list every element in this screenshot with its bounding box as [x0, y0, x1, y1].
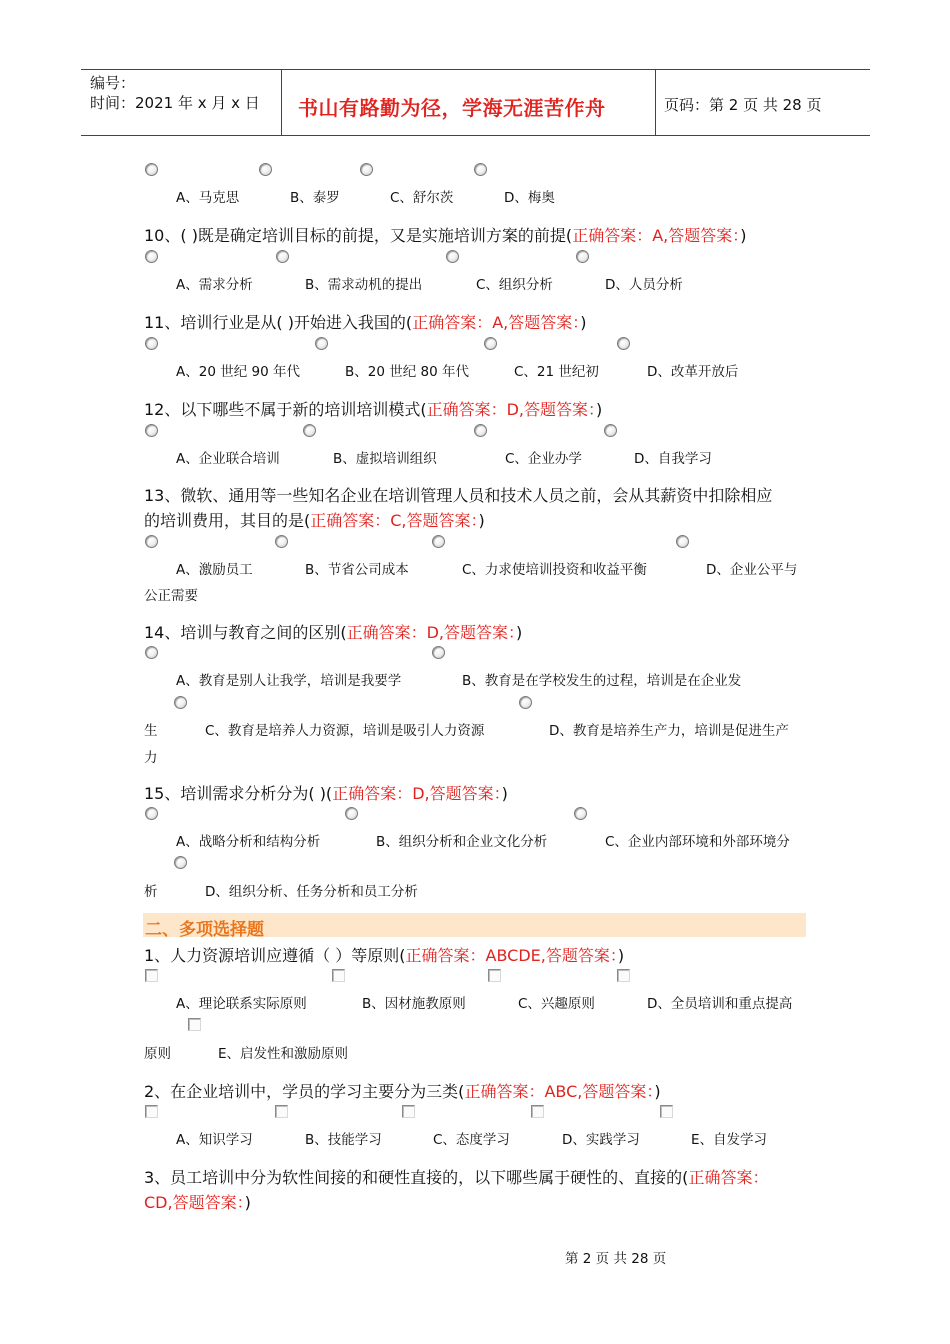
- q11-option-a: A、20 世纪 90 年代: [176, 364, 300, 380]
- q15-option-d: D、组织分析、任务分析和员工分析: [205, 884, 418, 900]
- q11-correct-answer: 正确答案：A,答题答案：: [412, 313, 581, 332]
- q13-option-a: A、激励员工: [176, 562, 253, 578]
- q10-option-a: A、需求分析: [176, 277, 253, 293]
- header-divider-1: [281, 69, 282, 135]
- m2-correct-answer: 正确答案：ABC,答题答案：: [464, 1082, 655, 1101]
- m3-correct-answer-label: 正确答案：: [688, 1168, 769, 1187]
- q13-option-d: D、企业公平与: [706, 562, 798, 578]
- q9-radio-b[interactable]: [259, 163, 272, 176]
- m1-option-a: A、理论联系实际原则: [176, 996, 307, 1012]
- q14-radio-c[interactable]: [174, 696, 187, 709]
- q9-option-b: B、泰罗: [290, 190, 340, 206]
- header-bottom-rule: [81, 135, 870, 136]
- q12-option-a: A、企业联合培训: [176, 451, 280, 467]
- m2-option-c: C、态度学习: [433, 1132, 510, 1148]
- q9-radio-c[interactable]: [360, 163, 373, 176]
- q11-option-c: C、21 世纪初: [514, 364, 599, 380]
- q12-option-b: B、虚拟培训组织: [333, 451, 437, 467]
- m1-option-c: C、兴趣原则: [518, 996, 595, 1012]
- section-title-multiple-choice: 二、多项选择题: [145, 920, 264, 940]
- q12-stem: 12、以下哪些不属于新的培训培训模式(正确答案：D,答题答案：): [144, 400, 603, 419]
- m2-option-e: E、自发学习: [691, 1132, 768, 1148]
- m2-checkbox-d[interactable]: [531, 1105, 544, 1118]
- m2-checkbox-a[interactable]: [145, 1105, 158, 1118]
- q10-radio-c[interactable]: [446, 250, 459, 263]
- m2-checkbox-b[interactable]: [275, 1105, 288, 1118]
- q9-option-c: C、舒尔茨: [390, 190, 454, 206]
- q12-radio-c[interactable]: [474, 424, 487, 437]
- q11-stem: 11、培训行业是从( )开始进入我国的(正确答案：A,答题答案：): [144, 313, 587, 332]
- q10-option-c: C、组织分析: [476, 277, 553, 293]
- q12-radio-d[interactable]: [604, 424, 617, 437]
- header-motto: 书山有路勤为径，学海无涯苦作舟: [298, 96, 606, 120]
- q14-radio-a[interactable]: [145, 646, 158, 659]
- q14-radio-b[interactable]: [432, 646, 445, 659]
- q15-radio-d[interactable]: [174, 856, 187, 869]
- page-footer: 第 2 页 共 28 页: [565, 1251, 667, 1267]
- q11-radio-a[interactable]: [145, 337, 158, 350]
- m1-checkbox-a[interactable]: [145, 969, 158, 982]
- m1-checkbox-d[interactable]: [617, 969, 630, 982]
- m3-stem-line2: CD,答题答案：): [144, 1193, 251, 1212]
- q12-radio-a[interactable]: [145, 424, 158, 437]
- q13-radio-a[interactable]: [145, 535, 158, 548]
- q14-option-c: C、教育是培养人力资源，培训是吸引人力资源: [205, 723, 485, 739]
- m1-stem: 1、人力资源培训应遵循（ ）等原则(正确答案：ABCDE,答题答案：): [144, 946, 625, 965]
- m2-option-b: B、技能学习: [305, 1132, 382, 1148]
- q15-option-a: A、战略分析和结构分析: [176, 834, 321, 850]
- q13-option-c: C、力求使培训投资和收益平衡: [462, 562, 647, 578]
- q13-radio-d[interactable]: [676, 535, 689, 548]
- q15-option-c: C、企业内部环境和外部环境分: [605, 834, 790, 850]
- m1-option-b: B、因材施教原则: [362, 996, 466, 1012]
- q12-option-c: C、企业办学: [505, 451, 582, 467]
- m2-checkbox-e[interactable]: [660, 1105, 673, 1118]
- q12-radio-b[interactable]: [303, 424, 316, 437]
- header-divider-2: [655, 69, 656, 135]
- q15-radio-c[interactable]: [574, 807, 587, 820]
- q14-correct-answer: 正确答案：D,答题答案：: [346, 623, 517, 642]
- m3-stem-line1: 3、员工培训中分为软性间接的和硬性直接的，以下哪些属于硬性的、直接的(正确答案：: [144, 1168, 769, 1187]
- m2-checkbox-c[interactable]: [402, 1105, 415, 1118]
- q13-correct-answer: 正确答案：C,答题答案：: [310, 511, 479, 530]
- q10-option-d: D、人员分析: [605, 277, 683, 293]
- q10-stem: 10、( )既是确定培训目标的前提，又是实施培训方案的前提(正确答案：A,答题答案：): [144, 226, 747, 245]
- q15-correct-answer: 正确答案：D,答题答案：: [332, 784, 502, 803]
- q11-option-d: D、改革开放后: [647, 364, 739, 380]
- q14-option-b: B、教育是在学校发生的过程，培训是在企业发: [462, 673, 742, 689]
- m1-correct-answer: 正确答案：ABCDE,答题答案：: [405, 946, 618, 965]
- q15-stem: 15、培训需求分析分为( )(正确答案：D,答题答案：): [144, 784, 508, 803]
- q14-option-d: D、教育是培养生产力，培训是促进生产: [549, 723, 789, 739]
- m1-option-d-wrap: 原则: [144, 1046, 171, 1062]
- q13-radio-b[interactable]: [275, 535, 288, 548]
- q11-radio-c[interactable]: [484, 337, 497, 350]
- q12-option-d: D、自我学习: [634, 451, 712, 467]
- m2-option-a: A、知识学习: [176, 1132, 253, 1148]
- q15-radio-b[interactable]: [345, 807, 358, 820]
- m1-option-d: D、全员培训和重点提高: [647, 996, 793, 1012]
- header-page-label: 页码：第 2 页 共 28 页: [664, 96, 822, 114]
- header-top-rule: [81, 69, 870, 70]
- q13-option-b: B、节省公司成本: [305, 562, 409, 578]
- m1-checkbox-e[interactable]: [188, 1018, 201, 1031]
- q13-stem-line1: 13、微软、通用等一些知名企业在培训管理人员和技术人员之前，会从其薪资中扣除相应: [144, 486, 773, 505]
- q9-radio-d[interactable]: [474, 163, 487, 176]
- q15-option-b: B、组织分析和企业文化分析: [376, 834, 548, 850]
- q10-option-b: B、需求动机的提出: [305, 277, 423, 293]
- q10-correct-answer: 正确答案：A,答题答案：: [572, 226, 741, 245]
- m1-option-e: E、启发性和激励原则: [218, 1046, 349, 1062]
- q11-option-b: B、20 世纪 80 年代: [345, 364, 469, 380]
- m2-stem: 2、在企业培训中，学员的学习主要分为三类(正确答案：ABC,答题答案：): [144, 1082, 661, 1101]
- doc-number-label: 编号：: [90, 74, 136, 92]
- q15-option-c-wrap: 析: [144, 884, 158, 900]
- q13-radio-c[interactable]: [432, 535, 445, 548]
- q12-correct-answer: 正确答案：D,答题答案：: [426, 400, 597, 419]
- m1-checkbox-b[interactable]: [332, 969, 345, 982]
- q14-option-a: A、教育是别人让我学，培训是我要学: [176, 673, 402, 689]
- q9-option-a: A、马克思: [176, 190, 240, 206]
- q9-option-d: D、梅奥: [504, 190, 555, 206]
- m1-checkbox-c[interactable]: [488, 969, 501, 982]
- q9-radio-a[interactable]: [145, 163, 158, 176]
- q14-option-b-wrap: 生: [144, 723, 158, 739]
- q10-radio-b[interactable]: [276, 250, 289, 263]
- doc-time-label: 时间：2021 年 x 月 x 日: [90, 94, 260, 112]
- q14-stem: 14、培训与教育之间的区别(正确答案：D,答题答案：): [144, 623, 523, 642]
- m3-correct-answer: CD,答题答案：: [144, 1193, 245, 1212]
- q13-stem-line2: 的培训费用，其目的是(正确答案：C,答题答案：): [144, 511, 485, 530]
- m2-option-d: D、实践学习: [562, 1132, 640, 1148]
- q10-radio-a[interactable]: [145, 250, 158, 263]
- q14-option-d-wrap: 力: [144, 750, 158, 766]
- q11-radio-d[interactable]: [617, 337, 630, 350]
- q15-radio-a[interactable]: [145, 807, 158, 820]
- q14-radio-d[interactable]: [519, 696, 532, 709]
- q10-radio-d[interactable]: [576, 250, 589, 263]
- q11-radio-b[interactable]: [315, 337, 328, 350]
- q13-option-d-wrap: 公正需要: [144, 588, 198, 604]
